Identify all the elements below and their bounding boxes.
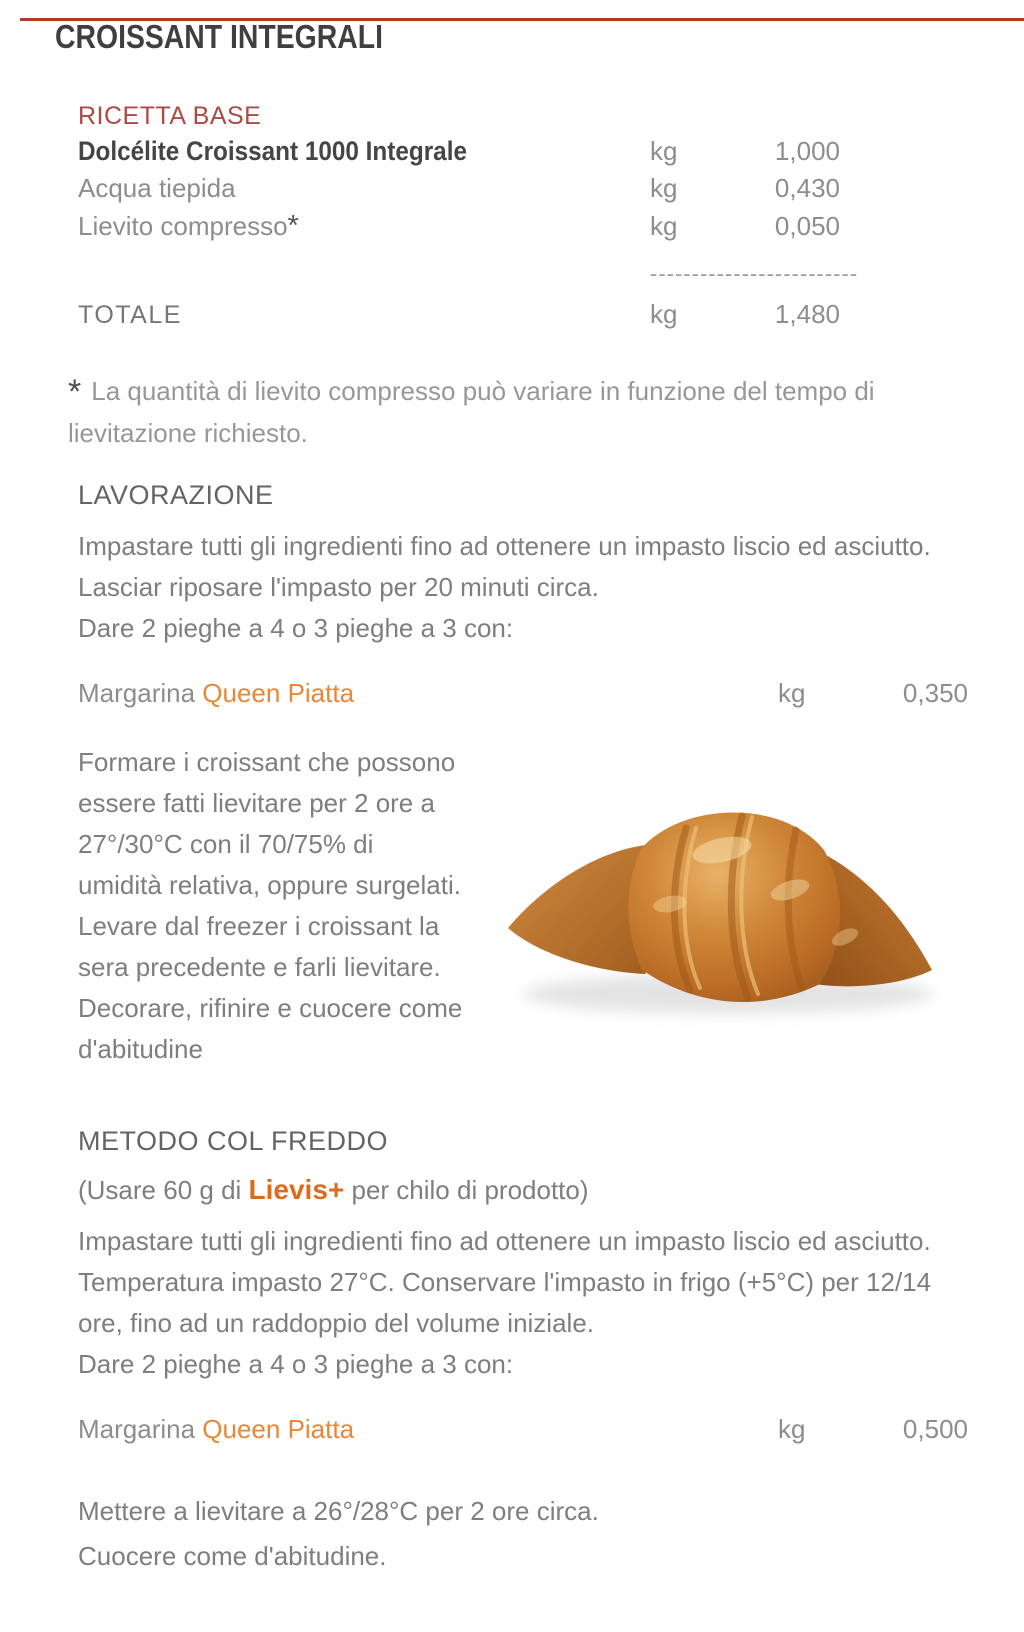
metodo-paragraph <box>78 1221 968 1385</box>
margarina-row <box>78 1414 968 1451</box>
margarina-row <box>78 678 968 715</box>
brand-name-lievis: Lievis+ <box>248 1174 345 1205</box>
paragraph-line: Impastare tutti gli ingredienti fino ad ottenere un impasto liscio ed asciutto. <box>78 531 931 561</box>
paragraph-line: Impastare tutti gli ingredienti fino ad ottenere un impasto liscio ed asciutto. <box>78 1226 931 1256</box>
unit-label: kg <box>650 299 678 329</box>
paragraph-line: Temperatura impasto 27°C. Conservare l'impasto in frigo (+5°C) per 12/14 <box>78 1267 932 1297</box>
ingredient-prefix: Margarina <box>78 1414 203 1444</box>
paragraph-line: 27°/30°C con il 70/75% di <box>78 829 374 859</box>
unit-label: kg <box>778 678 806 708</box>
table-divider-row <box>78 261 859 287</box>
brand-name: Queen Piatta <box>202 1414 355 1444</box>
paragraph-line: umidità relativa, oppure surgelati. <box>78 870 461 900</box>
footnote-asterisk: * <box>68 373 82 411</box>
recipe-content <box>68 102 968 1579</box>
lavorazione-paragraph <box>78 526 968 649</box>
footnote-reference-mark: * <box>287 210 299 242</box>
usage-pre: (Usare 60 g di <box>78 1175 249 1205</box>
metodo-section <box>78 1126 968 1579</box>
table-divider: ------------------------- <box>650 261 859 286</box>
paragraph-line: ore, fino ad un raddoppio del volume iniziale. <box>78 1308 595 1338</box>
ingredient-name <box>78 136 650 167</box>
forming-paragraph <box>78 742 490 1070</box>
paragraph-line: d'abitudine <box>78 1034 203 1064</box>
paragraph-line: Dare 2 pieghe a 4 o 3 pieghe a 3 con: <box>78 613 514 643</box>
total-quantity-value: 1,480 <box>774 299 840 329</box>
quantity-value: 0,500 <box>902 1414 968 1444</box>
table-row <box>78 210 840 247</box>
unit-label: kg <box>650 173 678 203</box>
final-paragraph <box>78 1489 968 1579</box>
usage-post: per chilo di prodotto) <box>344 1175 589 1205</box>
croissant-illustration <box>490 732 960 1032</box>
croissant-photo <box>490 732 960 1032</box>
ingredient-name: Acqua tiepida <box>78 173 236 203</box>
ingredient-name <box>78 1414 778 1445</box>
paragraph-line: sera precedente e farli lievitare. <box>78 952 441 982</box>
quantity-value: 0,050 <box>774 211 840 241</box>
usage-line <box>78 1174 968 1206</box>
forming-section <box>78 742 968 1070</box>
total-label: TOTALE <box>78 301 182 329</box>
paragraph-line: Mettere a lievitare a 26°/28°C per 2 ore circa. <box>78 1496 599 1526</box>
paragraph-line: Cuocere come d'abitudine. <box>78 1541 387 1571</box>
paragraph-line: Formare i croissant che possono <box>78 747 456 777</box>
section-label-ricetta-base: RICETTA BASE <box>78 102 262 130</box>
ingredient-prefix: Margarina <box>78 678 203 708</box>
page-title: CROISSANT INTEGRALI <box>55 18 383 55</box>
unit-label: kg <box>650 136 678 166</box>
paragraph-line: Lasciar riposare l'impasto per 20 minuti circa. <box>78 572 599 602</box>
section-heading-lavorazione: LAVORAZIONE <box>78 480 274 510</box>
paragraph-line: Levare dal freezer i croissant la <box>78 911 440 941</box>
unit-label: kg <box>778 1414 806 1444</box>
table-row <box>78 173 840 210</box>
brand-name: Queen Piatta <box>202 678 355 708</box>
ingredient-name-text: Dolcélite Croissant 1000 Integrale <box>78 136 467 166</box>
ingredient-name-text: Lievito compresso <box>78 211 288 241</box>
quantity-value: 0,430 <box>774 173 840 203</box>
quantity-value: 0,350 <box>902 678 968 708</box>
table-row <box>78 136 840 173</box>
ingredient-name <box>78 210 650 243</box>
quantity-value: 1,000 <box>774 136 840 166</box>
paragraph-line: Decorare, rifinire e cuocere come <box>78 993 463 1023</box>
footnote <box>68 368 954 454</box>
ingredient-name <box>78 678 778 709</box>
paragraph-line: Dare 2 pieghe a 4 o 3 pieghe a 3 con: <box>78 1349 514 1379</box>
ingredients-table <box>78 136 859 336</box>
total-row <box>78 299 840 336</box>
footnote-text: La quantità di lievito compresso può variare in funzione del tempo di lievitazione richiesto. <box>68 376 875 448</box>
section-heading-metodo: METODO COL FREDDO <box>78 1126 389 1156</box>
unit-label: kg <box>650 211 678 241</box>
paragraph-line: essere fatti lievitare per 2 ore a <box>78 788 435 818</box>
